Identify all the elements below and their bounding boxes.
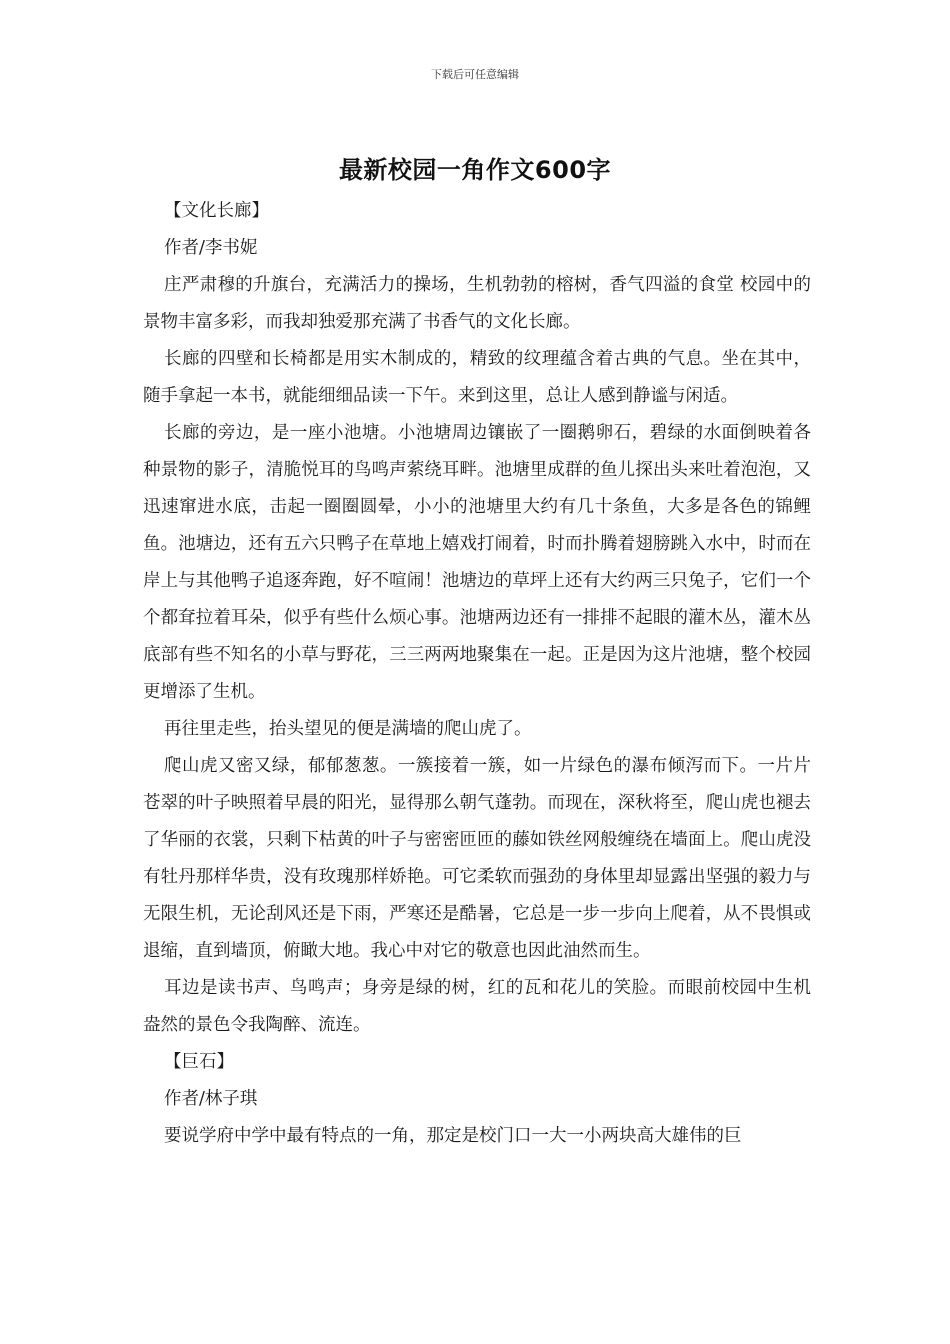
body-paragraph: 再往里走些，抬头望见的便是满墙的爬山虎了。 (164, 719, 532, 739)
body-paragraph: 耳边是读书声、鸟鸣声；身旁是绿的树，红的瓦和花儿的笑脸。而眼前校园中生机盎然的景色令我陶醉、流连。 (143, 978, 811, 1035)
body-paragraph: 长廊的旁边，是一座小池塘。小池塘周边镶嵌了一圈鹅卵石，碧绿的水面倒映着各种景物的影子，清脆悦耳的鸟鸣声萦绕耳畔。池塘里成群的鱼儿探出头来吐着泡泡，又迅速窜进水底，击起一圈圈圆晕，小小的池塘里大约有几十条鱼，大多是各色的锦鲤鱼。池塘边，还有五六只鸭子在草地上嬉戏打闹着，时而扑腾着翅膀跳入水中，时而在岸上与其他鸭子追逐奔跑，好不喧闹！池塘边的草坪上还有大约两三只兔子，它们一个个都耷拉着耳朵，似乎有些什么烦心事。池塘两边还有一排排不起眼的灌木丛，灌木丛底部有些不知名的小草与野花，三三两两地聚集在一起。正是因为这片池塘，整个校园更增添了生机。 (143, 423, 811, 702)
body-paragraph: 爬山虎又密又绿，郁郁葱葱。一簇接着一簇，如一片绿色的瀑布倾泻而下。一片片苍翠的叶子映照着早晨的阳光，显得那么朝气蓬勃。而现在，深秋将至，爬山虎也褪去了华丽的衣裳，只剩下枯黄的叶子与密密匝匝的藤如铁丝网般缠绕在墙面上。爬山虎没有牡丹那样华贵，没有玫瑰那样娇艳。可它柔软而强劲的身体里却显露出坚强的毅力与无限生机，无论刮风还是下雨，严寒还是酷暑，它总是一步一步向上爬着，从不畏惧或退缩，直到墙顶，俯瞰大地。我心中对它的敬意也因此油然而生。 (143, 756, 811, 961)
body-paragraph: 长廊的四壁和长椅都是用实木制成的，精致的纹理蕴含着古典的气息。坐在其中，随手拿起一本书，就能细细品读一下午。来到这里，总让人感到静谧与闲适。 (143, 349, 811, 406)
body-paragraph: 庄严肃穆的升旗台，充满活力的操场，生机勃勃的榕树，香气四溢的食堂 校园中的景物丰富多彩，而我却独爱那充满了书香气的文化长廊。 (143, 275, 811, 332)
header-note: 下载后可任意编辑 (431, 68, 519, 81)
author-line: 作者/林子琪 (164, 1089, 258, 1109)
document-title: 最新校园一角作文600字 (338, 156, 612, 184)
section-heading-boulder: 【巨石】 (164, 1052, 234, 1072)
author-line: 作者/李书妮 (164, 238, 258, 258)
body-paragraph: 要说学府中学中最有特点的一角，那定是校门口一大一小两块高大雄伟的巨 (164, 1126, 742, 1146)
document-body (143, 193, 811, 1155)
section-heading-culture-corridor: 【文化长廊】 (164, 201, 269, 221)
